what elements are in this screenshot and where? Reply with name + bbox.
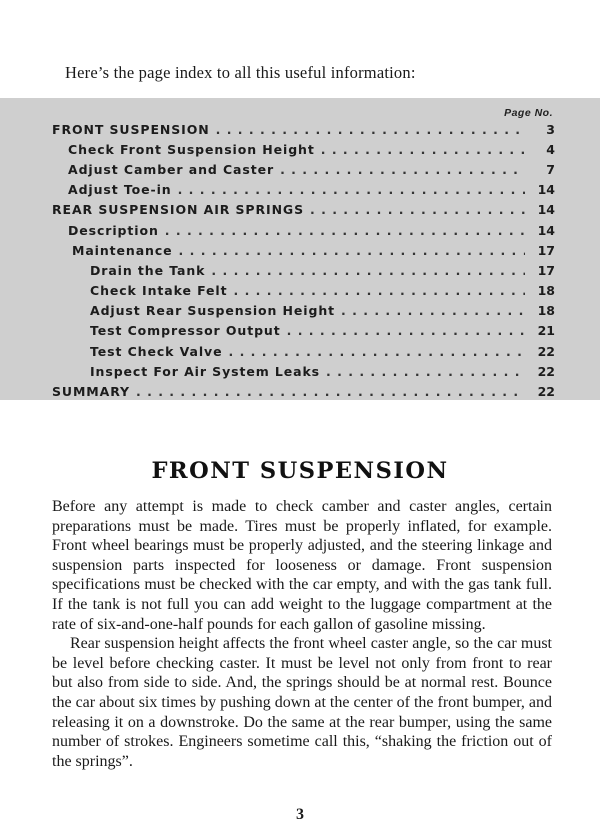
index-entry-title: Inspect For Air System Leaks [90,363,321,379]
dot-leader [178,182,525,197]
section-body [52,497,552,771]
index-entry-title: Check Intake Felt [90,283,228,299]
index-entry [0,220,600,240]
index-entry [0,361,600,381]
index-entry-page: 7 [546,161,555,177]
index-entry [0,321,600,341]
index-entry-title: Adjust Camber and Caster [68,161,275,177]
index-entry [0,341,600,361]
paragraph: Before any attempt is made to check camber and caster angles, certain preparations must be made. Tires must be properly inflated, for example. Front wheel bearings must be properly adjusted, and the steering linkage and suspension parts inspected for looseness or damage. Front suspension specifications must be checked with the car empty, and with the gas tank full. If the tank is not full you can add weight to the luggage compartment at the rate of six-and-one-half pounds for each gallon of gasoline missing. [52,498,552,633]
paragraph: Rear suspension height affects the front wheel caster angle, so the car must be level before checking caster. It must be level not only from front to rear but also from side to side. And, the springs should be at normal rest. Bounce the car about six times by pushing down at the center of the front bumper, and releasing it on a downstroke. Do the same at the rear bumper, using the same number of strokes. Engineers sometime call this, “shaking the friction out of the springs”. [52,635,552,770]
index-entry-title: FRONT SUSPENSION [52,121,210,137]
index-entry-title: REAR SUSPENSION AIR SPRINGS [52,202,304,218]
index-entry-page: 22 [537,384,555,400]
index-entry-page: 18 [537,283,555,299]
index-entry-page: 14 [537,222,555,238]
index-entry [0,240,600,260]
index-entry-page: 21 [537,323,555,339]
index-entry [0,119,600,139]
page-number: 3 [296,806,304,823]
dot-leader [228,344,525,359]
section-heading: FRONT SUSPENSION [151,458,449,484]
index-entry-page: 17 [537,262,555,278]
dot-leader [280,162,525,177]
dot-leader [211,263,525,278]
dot-leader [233,283,525,298]
index-entry-title: Adjust Toe-in [68,182,172,198]
index-entry-page: 3 [546,121,555,137]
index-entry-title: Check Front Suspension Height [68,141,315,157]
index-entry [0,301,600,321]
index-entry-page: 22 [537,363,555,379]
dot-leader [321,142,525,157]
index-entry [0,159,600,179]
index-entry [0,180,600,200]
dot-leader [310,202,525,217]
index-entry-page: 22 [537,343,555,359]
index-intro: Here’s the page index to all this useful information: [65,63,416,82]
index-entry-page: 18 [537,303,555,319]
dot-leader [165,223,525,238]
dot-leader [287,323,525,338]
index-entry-page: 14 [537,202,555,218]
index-entry [0,281,600,301]
index-entry [0,381,600,401]
page-index [0,119,600,402]
index-entry-page: 14 [537,182,555,198]
index-entry [0,139,600,159]
index-entry-title: Test Compressor Output [90,323,281,339]
page-number-column-header: Page No. [504,107,553,119]
dot-leader [179,243,525,258]
dot-leader [341,303,525,318]
index-entry-page: 17 [537,242,555,258]
index-entry-title: SUMMARY [52,384,130,400]
index-entry-title: Description [68,222,159,238]
index-entry [0,260,600,280]
index-entry [0,200,600,220]
index-entry-title: Drain the Tank [90,262,206,278]
dot-leader [216,122,525,137]
index-entry-title: Test Check Valve [90,343,223,359]
index-entry-title: Maintenance [72,242,173,258]
dot-leader [136,384,525,399]
index-entry-page: 4 [546,141,555,157]
index-entry-title: Adjust Rear Suspension Height [90,303,336,319]
dot-leader [326,364,525,379]
